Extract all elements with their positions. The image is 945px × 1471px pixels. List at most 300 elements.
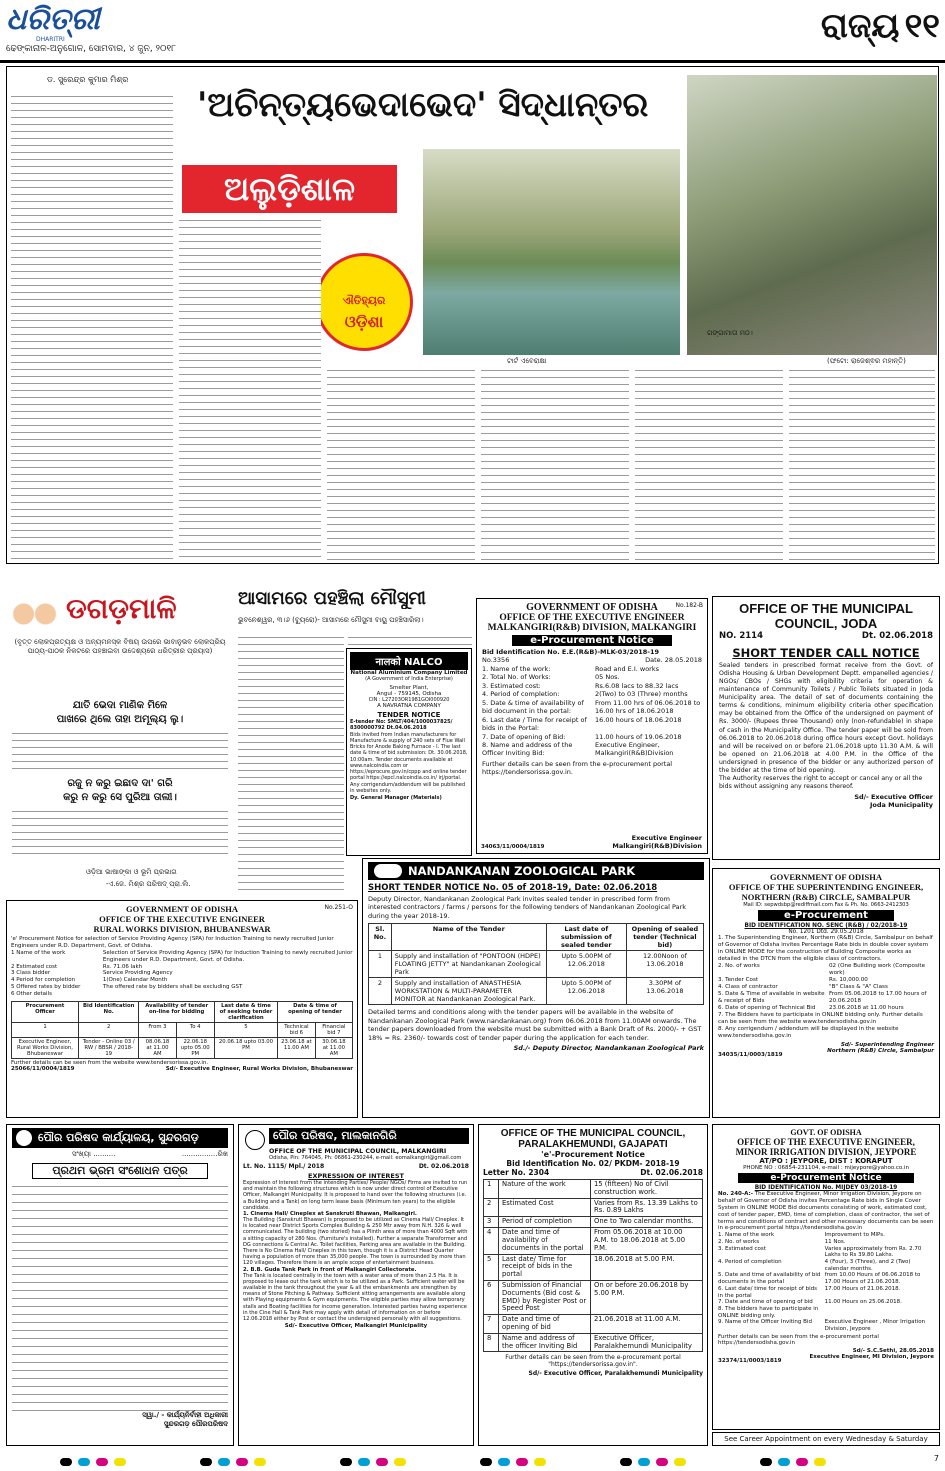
verse-2-line-1: ରଜୁ ନ କରୁ ଇଛାଦ ଦା' ଗରି — [67, 778, 173, 789]
mrb-footer: Further details can be seen from the e-procurement portal https://tendersorissa.gov.in. — [482, 759, 673, 776]
jey-value: Executive Engineer , Minor Irrigation Division, Jeypore — [824, 1319, 926, 1333]
nzp-head: SHORT TENDER NOTICE No. 05 of 2018-19, Date: 02.06.2018 — [368, 883, 658, 893]
color-swatch — [376, 1458, 388, 1466]
jey-label: 8. The bidders have to participate in ONLINE bidding only. — [718, 1305, 819, 1319]
rwd-value: Service Providing Agency — [102, 970, 173, 977]
sambalpur-notice — [712, 868, 940, 1118]
nzp-cell: 1 — [369, 951, 392, 978]
joda-title-1: OFFICE OF THE MUNICIPAL — [739, 601, 913, 616]
sam-value: 23.06.2018 at 11.00 hours — [829, 1004, 904, 1011]
pk-band: 'e'-Procurement Notice — [541, 1150, 645, 1159]
malkangiri-municipal-notice — [238, 1124, 474, 1446]
sam-mail: Mail ID: sepwdsbp@rediffmail.com Fax & Ph. No. 0663-2412303 — [743, 902, 909, 908]
mrb-sign2: Malkangiri(R&B)Division — [612, 842, 702, 850]
jey-row — [718, 1306, 934, 1319]
rwd-value: 1(One) Calendar Month — [102, 977, 168, 984]
rwd-value: The offered rate by bidders shall be excluding GST — [102, 984, 243, 991]
verse-1-line-1: ଯାତି ଭେଦା ମାଣିକ ମିଳେ — [72, 700, 168, 711]
pk-sl: 1 — [484, 1180, 499, 1199]
pk-label: Nature of the work — [499, 1180, 591, 1199]
rwd-sub-cell: Financial bid 7 — [315, 1022, 352, 1037]
verse-2-body — [12, 808, 228, 860]
rwd-header-cell: Date & time of opening of tender — [278, 1001, 353, 1022]
monsoon-headline: ଆସାମରେ ପହଞ୍ଚିଲା ମୌସୁମୀ — [238, 588, 426, 609]
jey-value: from 10.00 Hours of 06.06.2018 to 17.00 Hours of 21.06.2018. — [824, 1272, 921, 1286]
nzp-header-cell: Sl. No. — [369, 924, 392, 951]
jey-footer: Further details can be seen from the e-procurement portal https://tendersodisha.gov.in — [718, 1333, 879, 1346]
jey-value: 17.00 Hours of 21.06.2018. — [824, 1285, 901, 1292]
pk-title-2: PARALAKHEMUNDI, GAJAPATI — [518, 1139, 668, 1150]
odisha-heritage-badge — [315, 253, 413, 351]
mm-addr: Odisha, Pin: 764045, Ph: 06861-230244, e-mail: eomalkangiri@gmail.com — [269, 1155, 462, 1161]
sam-value: 02 (One Building work (Composite work) — [829, 962, 926, 976]
author-byline: ଡ. ସୁରେନ୍ଦ୍ର କୁମାର ମିଶ୍ର — [47, 75, 129, 84]
career-note: See Career Appointment on every Wednesday & Saturday — [712, 1432, 940, 1446]
pk-label: Period of completion — [499, 1217, 591, 1228]
color-swatch — [60, 1458, 72, 1466]
color-swatch — [254, 1458, 266, 1466]
pk-sl: 5 — [484, 1254, 499, 1280]
sun-sign2: ସୁନ୍ଦରଗଡ଼ ପୌରପରିଷଦ — [163, 1420, 228, 1428]
monsoon-body-left — [238, 634, 344, 892]
pk-title-1: OFFICE OF THE MUNICIPAL COUNCIL, — [500, 1128, 686, 1139]
rwd-rows — [11, 950, 353, 998]
jey-value: 11.00 Hours on 25.06.2018. — [824, 1299, 902, 1306]
sam-band: e-Procurement — [758, 910, 894, 921]
jey-govt: GOVT. OF ODISHA — [790, 1128, 862, 1137]
pk-value: One to Two calendar months. — [590, 1217, 702, 1228]
rwd-value: Rs. 71.06 lakh — [102, 963, 143, 970]
color-swatch — [200, 1458, 212, 1466]
mrb-label: 2. Total No. of Works: — [482, 673, 551, 682]
jey-label: 6. Last date/ time for receipt of bids in the portal — [718, 1285, 817, 1299]
sundargarh-notice — [6, 1124, 234, 1446]
mrb-govt: GOVERNMENT OF ODISHA — [526, 602, 658, 613]
mrb-row — [482, 673, 702, 681]
column-5 — [635, 367, 783, 561]
rwd-div: RURAL WORKS DIVISION, BHUBANESWAR — [93, 924, 271, 934]
rwd-row — [11, 950, 353, 964]
nzp-logo-icon — [374, 864, 402, 878]
nzp-cell: Supply and installation of "PONTOON (HDPE) FLOATING JETTY" at Nandankanan Zoological Park — [391, 951, 546, 978]
color-swatch — [480, 1458, 492, 1466]
column-4 — [481, 367, 629, 561]
table-row — [484, 1198, 703, 1217]
pk-sl: 7 — [484, 1315, 499, 1334]
mm-title-en: OFFICE OF THE MUNICIPAL COUNCIL, MALKANGIRI — [269, 1148, 447, 1155]
nzp-cell: 3.30PM of 13.06.2018 — [626, 978, 703, 1005]
sam-note-8: 8. Any corrigendum / addendum will be displayed in the website www.tendersodisha.gov.in — [718, 1025, 899, 1039]
pk-label: Date and time of availability of documents in the portal — [499, 1228, 591, 1254]
color-swatch — [534, 1458, 546, 1466]
mrb-label: 1. Name of the work: — [482, 665, 551, 673]
sam-row — [718, 991, 934, 1005]
jey-row — [718, 1299, 934, 1306]
pk-label: Submission of Financial Documents (Bid cost & EMD) by Register Post or Speed Post — [499, 1280, 591, 1314]
rwd-no: No.251-O — [324, 904, 353, 911]
column-2 — [179, 217, 321, 561]
color-swatch — [620, 1458, 632, 1466]
malkangiri-rb-notice — [476, 598, 708, 854]
rwd-header-cell: Last date & time of seeking tender clarification — [214, 1001, 277, 1022]
mrb-ref: 34063/11/0004/1819 — [481, 844, 545, 850]
sam-div: NORTHERN (R&B) CIRCLE, SAMBALPUR — [741, 892, 911, 902]
dagadmali-title: ଡଗଡ଼ମାଳି — [66, 592, 177, 625]
mrb-value: Executive Engineer, Malkangiri(R&B)Division — [595, 740, 674, 758]
rwd-cell: 20.06.18 upto 03.00 PM — [214, 1037, 277, 1058]
headline-2: ଅଲୁଡ଼ିଶାଳ — [182, 165, 397, 213]
color-swatch — [218, 1458, 230, 1466]
jey-office: OFFICE OF THE EXECUTIVE ENGINEER, — [737, 1137, 915, 1147]
mrb-value: 2(Two) to 03 (Three) months — [595, 690, 688, 699]
rwd-bottom — [11, 1066, 353, 1075]
mrb-label: 6. Last date / Time for receipt of bids in the Portal: — [482, 715, 587, 733]
table-row — [484, 1228, 703, 1254]
nalco-ref: E-tender No: SMLT/404/1000037825/ 8300000792 Dt.04.06.2018 — [350, 719, 453, 732]
sam-row — [718, 1005, 934, 1012]
nzp-cell: Upto 5.00PM of 12.06.2018 — [546, 951, 626, 978]
color-swatch — [236, 1458, 248, 1466]
rwd-value: Selection of Service Providing Agency (SPA) for Induction Training to newly recruited Junior Engineers under R.D. Department, Govt. of Odisha. — [102, 949, 353, 963]
monsoon-dateline: ଭୁବନେଶ୍ୱର, ୩।୬ (ବ୍ୟୁରୋ)- ଆସାମରେ ମୌସୁମୀ ବାୟୁ ପହଞ୍ଚିସାରିଲା। — [238, 616, 424, 624]
rwd-govt: GOVERNMENT OF ODISHA — [126, 904, 238, 914]
pk-value: From 05.06.2018 at 10.00 A.M. to 18.06.2018 at 5.00 P.M. — [590, 1228, 702, 1254]
nalco-title: TENDER NOTICE — [377, 711, 441, 719]
pk-label: Name and address of the officer Inviting Bid — [499, 1333, 591, 1352]
mm-lt: Lt. No. 1115/ Mpl./ 2018 — [243, 1163, 325, 1170]
mrb-row — [482, 733, 702, 741]
mrb-label: 5. Date & time of availability of bid document in the portal: — [482, 698, 584, 716]
jey-bottom — [718, 1348, 934, 1364]
sun-body — [12, 1183, 228, 1411]
sam-govt: GOVERNMENT OF ODISHA — [770, 872, 882, 882]
jey-intro: The Executive Engineer, Minor Irrigation Division, Jeypore on behalf of Governor of Odisha invites Percentage Rate bids in Single Cover System in ONLINE MODE Bid documents consisting of work, estimated cost, cost of tender paper, EMD, time of completion, class of contractor, the set of terms and conditions of contract and other necessary documents can be seen in e-procurement portal https://tendersodisha.gov.in — [718, 1191, 934, 1232]
mrb-value: 05 Nos. — [595, 673, 620, 682]
nzp-title-bar — [368, 862, 704, 880]
mrb-sign1: Executive Engineer — [631, 834, 702, 842]
mrb-office: OFFICE OF THE EXECUTIVE ENGINEER — [499, 613, 685, 623]
color-swatch — [656, 1458, 668, 1466]
joda-notice — [712, 596, 940, 860]
nzp-footer: Detailed terms and conditions along with the tender papers will be available in the website of Nandankanan Zoological Park (www.nandankanan.org) from 06.06.2018 from 11.00AM onwards. The tender papers downloaded from the website must be submitted with a Bank Draft of Rs. 2000/- + GST 18% = Rs. 2360/- towards cost of tender paper during the application for each tender. — [368, 1008, 702, 1042]
mm-body: Expression of Interest from the intending Parties/ People/ NGOs/ Firms are invited to run and maintain the following structures which is now under direct control of Executive Officer, Malkangiri Municipality. It is proposed to hand over the following structures (i.e. a Building and a Tank) on long term lease basis (Minimum ten years) to the eligible candidate. — [243, 1180, 468, 1211]
table-row — [484, 1254, 703, 1280]
cartoon-faces-icon — [8, 594, 60, 634]
rwd-table — [11, 1001, 353, 1059]
mrb-value: 16.00 hours of 18.06.2018 — [595, 715, 682, 724]
jey-row — [718, 1259, 934, 1272]
rwd-sub-cell: From 3 — [139, 1022, 176, 1037]
nzp-intro: Deputy Director, Nandankanan Zoological Park invites sealed tender in prescribed form from interested contractors / farms / persons for the following tenders of Nandankanan Zoological Park during the year 2018-19. — [368, 895, 687, 920]
emblem-icon — [16, 1130, 32, 1146]
sun-date: ................ରିଖ — [181, 1150, 228, 1158]
jey-label: 5. Date and time of availability of bid documents in the portal — [718, 1272, 821, 1286]
sam-note-7: 7. The Bidders have to participate in ONLINE bidding only. Further details can be seen from the website www.tendersodisha.gov.in — [718, 1011, 923, 1025]
jey-value: 11 Nos. — [824, 1238, 846, 1245]
pk-ref-row — [483, 1168, 703, 1179]
color-swatch — [674, 1458, 686, 1466]
nzp-header-cell: Last date of submission of sealed tender — [546, 924, 626, 951]
dateline: ଢେଙ୍କାନାଳ-ଅନୁଗୋଳ, ସୋମବାର, ୪ ଜୁନ, ୨୦୧୮ — [6, 44, 176, 54]
rwd-cell: Tender - Online 03 / RW / BBSR / 2018-19 — [79, 1037, 139, 1058]
rwd-label: 3 Class bidder — [11, 970, 51, 977]
joda-body: Sealed tenders in prescribed format receive from the Govt. of Odisha Housing & Urban Development Deptt. empanelled agencies / NGOs/ CBOs / SHGs with eligibility criteria for operation & maintenance of Community Toilets / Public Toilets situated in Joda Municipality area. The detail of set of documents containing the terms & conditions, minimum eligibility criteria other specification may be obtained from the Office of the undersigned on payment of Rs. 3000/- (Rupees three Thousand) only (non-refundable) in shape of cash in the Municipality Office. The tender paper will be sold from 06.06.2018 to 20.06.2018 during office hours except Govt. holidays and will be received on or before 21.06.2018 upto 11.30 A.M. & will be opened on 21.06.2018 at 4.00 P.M. in the Office of the undersigned in presence of the bidder or any authorized person of the bidder at the time of bid opening. — [719, 662, 933, 774]
mm-dt: Dt. 02.06.2018 — [418, 1163, 469, 1170]
jey-value — [825, 1306, 934, 1319]
rwd-header-cell: Availability of tender on-line for bidding — [139, 1001, 215, 1022]
rwd-cell: 08.06.18 at 11.00 AM — [139, 1037, 176, 1058]
rwd-notice — [6, 900, 358, 1118]
pk-sl: 2 — [484, 1198, 499, 1217]
rwd-row — [11, 991, 353, 998]
sam-label: 5. Date & Time of available in website & receipt of Bids — [718, 990, 825, 1004]
rwd-value — [103, 991, 353, 998]
temple-pond-photo — [423, 149, 680, 355]
mrb-signature — [612, 834, 702, 850]
pk-footer: Further details can be seen from the e-procurement portal "https://tendersorissa.gov.in". — [505, 1354, 681, 1369]
nalco-cin: CIN : L27203OR1981GOI000920 — [368, 697, 450, 703]
jey-addr: AT/PO : JEYPORE, DIST : KORAPUT — [759, 1157, 893, 1165]
rwd-label: 6 Other details — [11, 991, 52, 997]
photo-caption-1: ଟାର୍ଟ ଏବେରାକ୍ଷା — [507, 357, 547, 365]
mm-head: EXPRESSION OF INTEREST — [308, 1172, 404, 1180]
mrb-label: 8. Name and address of the Officer Inviting Bid: — [482, 740, 573, 758]
table-row — [369, 978, 704, 1005]
monsoon-body-right — [348, 634, 472, 646]
joda-body-2: The Authority reserves the right to accept or cancel any or all the bids without assigning any reasons thereof. — [719, 774, 923, 790]
sun-sign1: ସ୍ୱା./ - କାର୍ଯ୍ୟନିର୍ବାହୀ ଅଧିକାରୀ — [142, 1411, 228, 1419]
pk-bid: Bid Identification No. 02/ PKDM- 2018-19 — [506, 1159, 680, 1168]
jey-row — [718, 1239, 934, 1246]
mrb-row — [482, 741, 702, 758]
mrb-value: From 11.00 hrs of 06.06.2018 to 16.00 hrs of 18.06.2018 — [595, 698, 701, 716]
pk-value: 15 (fifteen) No of Civil construction work. — [590, 1180, 702, 1199]
nalco-tender — [346, 648, 472, 856]
jey-row — [718, 1232, 934, 1239]
logo-text: ଧରିତ୍ରୀ — [6, 4, 100, 37]
nalco-body: Bids invited from Indian manufacturers for Manufacture & supply of 240 sets of Flue Wall Bricks for Anode Baking Furnace - I. The last date & time of bid submission: Dt. 30.06.2018, 10:00am. Tender documents available at www.nalcoindia.com or https://eprocure.gov.in/cppp and online tender portal https://epcl.nalcoindia.co.in/ irj/portal. Any corrigendum/addendum will be published in websites only. — [350, 731, 468, 794]
dagadmali-sign-1: ଓଡ଼ିଆ ଭାଷାଙ୍କା ଓ ଭୂମି ପ୍ରଭାଗ — [86, 868, 177, 876]
rwd-row — [11, 977, 353, 984]
nalco-sub2: (A Government of India Enterprise) — [365, 676, 453, 682]
pk-value: 18.06.2018 at 5.00 P.M. — [590, 1254, 702, 1280]
mm-ref-row — [243, 1163, 469, 1172]
joda-signature — [719, 793, 933, 809]
rwd-cell: Executive Engineer, Rural Works Division, Bhubaneswar — [12, 1037, 79, 1058]
table-row — [484, 1217, 703, 1228]
emblem-icon — [245, 1130, 265, 1150]
rwd-sub-cell: 5 — [214, 1022, 277, 1037]
pk-sl: 6 — [484, 1280, 499, 1314]
mrb-row — [482, 665, 702, 673]
sam-office: OFFICE OF THE SUPERINTENDING ENGINEER, — [728, 882, 924, 892]
headline: 'ଅଚିନ୍ତ୍ୟଭେଦାଭେଦ' ସିଦ୍ଧାନ୍ତର — [197, 85, 649, 125]
masthead-logo — [6, 4, 136, 46]
rwd-label: 5 Offered rates by bidder — [11, 984, 81, 991]
dagadmali-column — [6, 588, 234, 896]
photo-caption-2: ଗଙ୍ଗାମାତା ମଠ। — [707, 329, 753, 337]
sun-signature — [12, 1411, 228, 1429]
mrb-value: Road and E.I. works — [595, 665, 660, 673]
mrb-label: 3. Estimated cost: — [482, 681, 541, 690]
color-swatch — [114, 1458, 126, 1466]
pk-letter: Letter No. 2304 — [483, 1168, 550, 1177]
joda-date: Dt. 02.06.2018 — [861, 631, 933, 641]
dagadmali-subtitle: (ବୃତ୍ତ ଲୋକପ୍ରତ୍ୟକ୍ଷ ଓ ଅନ୍ୟମନସ୍କ ବିଷୟ ଉପରେ ଭାବାନୁଭବ ଲୋକପ୍ରିୟ ପାଠ୍ୟ-ପାଠକ ନିକଟରେ ପହଞ୍ଚାଇବା ଉଦ୍ଦେଶ୍ୟରେ ଧରିତ୍ରୀର ପ୍ରୟାସ) — [14, 638, 226, 656]
rwd-sub-cell: 2 — [79, 1022, 139, 1037]
sam-sign2: Northern (R&B) Circle, Sambalpur — [827, 1047, 934, 1054]
sam-sign1: Sd/- Superintending Engineer — [840, 1041, 934, 1048]
color-swatch — [796, 1458, 808, 1466]
rwd-cell: 22.06.18 upto 05.00 PM — [176, 1037, 214, 1058]
jey-label: 9. Name of the Officer Inviting Bid — [718, 1319, 812, 1326]
rwd-cell: 23.06.18 at 11.00 AM — [278, 1037, 316, 1058]
badge-top: ଐତିହ୍ୟର — [342, 294, 386, 307]
table-row — [484, 1333, 703, 1352]
nalco-brand: नालको NALCO — [350, 652, 468, 670]
nandankanan-notice — [362, 858, 710, 1118]
mrb-label: 7. Date of opening of Bid: — [482, 732, 566, 741]
rwd-header-cell: Procurement Officer — [12, 1001, 79, 1022]
sam-label: 2. No. of works — [718, 962, 760, 969]
rwd-label: 2 Estimated cost — [11, 963, 58, 970]
jey-row — [718, 1272, 934, 1285]
verse-2-line-2: କରୁ ନ କରୁ ସେ ପୁରିଆ ତାଲୀ। — [63, 792, 177, 803]
paralakhemundi-notice — [478, 1124, 708, 1446]
table-row — [484, 1280, 703, 1314]
nzp-cell: 12.00Noon of 13.06.2018 — [626, 951, 703, 978]
sam-intro: 1. The Superintending Engineer, Northern (R&B) Circle, Sambalpur on behalf of Governor of Odisha invites Percentage Rate bids in double cover system in ONLINE MODE for the construction of Building Composite works as detailed in the DTCN from the eligible class of contractors. — [718, 935, 933, 962]
table-row — [484, 1315, 703, 1334]
rwd-ref: 25066/11/0004/1819 — [11, 1065, 75, 1072]
joda-no: NO. 2114 — [719, 631, 763, 641]
pk-table — [483, 1179, 703, 1352]
mm-item-1: 1. Cinema Hall/ Cineplex at Sanskruti Bhawan, Malkangiri. — [243, 1211, 417, 1218]
sam-value: "B" Class & "A" Class — [829, 983, 888, 990]
photo-caption-3: (ଫଟୋ: ରାଜେଶ୍ଵର ମହାନ୍ତି) — [827, 357, 906, 365]
street-photo — [687, 75, 937, 355]
pk-date: Dt. 02.06.2018 — [640, 1168, 703, 1177]
mm-body-1: The Building (Sanskruti Bhawan) is proposed to be utilized as Cinema Hall/ Cineplex. It is located near District Sports Complex Building & 250 Mtr away from N.H. 326 & well communicated. The building (two storied) has a Plinth area of more than 4000 Sqft with a sitting capacity of 280 Nos. (Furniture's installed). Further a separate Transformer and DG connections & Central Ac. Toilet facilities, Parking area are available in the Building. There is No Cinema Hall/ Cineplex in this town, though it is a District Head Quarter having a population of more than 35,000 people. The town is surrounded by more than 120 villages. Therefore there is an ample scope of entertainment business. — [243, 1217, 468, 1267]
jey-label: 7. Date and time of opening of bid — [718, 1299, 813, 1306]
mrb-row — [482, 699, 702, 716]
logo-sub: DHARITRI — [36, 36, 65, 43]
nzp-cell: Supply and installation of ANASTHESIA WORKSTATION & MULTI-PARAMETER MONITOR at Nandankanan Zoological Park. — [391, 978, 546, 1005]
jey-label: 4. Period of completion — [718, 1259, 782, 1266]
pk-label: Last date/ Time for receipt of bids in the portal — [499, 1254, 591, 1280]
joda-head: SHORT TENDER CALL NOTICE — [732, 646, 920, 660]
mrb-bid-id: Bid Identification No. E.E.(R&B)-MLK-03/2018-19 — [482, 648, 660, 656]
nzp-title: NANDANKANAN ZOOLOGICAL PARK — [408, 864, 636, 878]
jey-intro-block — [718, 1191, 934, 1232]
jey-value: Varies approximately from Rs. 2.70 Lakhs to Rs 39.80 Lakhs. — [824, 1245, 922, 1259]
jey-ref: 32374/11/0003/1819 — [718, 1357, 782, 1364]
section-title — [790, 6, 940, 50]
pk-label: Estimated Cost — [499, 1198, 591, 1217]
color-swatch — [340, 1458, 352, 1466]
pk-value: 21.06.2018 at 11.00 A.M. — [590, 1315, 702, 1334]
sun-no-row — [12, 1150, 228, 1161]
rwd-sub-cell: 1 — [12, 1022, 79, 1037]
sam-label: 4. Class of contractor — [718, 983, 778, 990]
folio-number: 7 — [933, 1454, 939, 1463]
nalco-sub1: National Aluminium Company Limited — [350, 670, 468, 676]
color-swatch — [394, 1458, 406, 1466]
verse-1-body — [12, 730, 228, 772]
mrb-div: MALKANGIRI(R&B) DIVISION, MALKANGIRI — [487, 623, 697, 633]
mrb-row — [482, 682, 702, 690]
mm-body-2: The Tank is located centrally in the town with a water area of more than 2.5 Ha. It is proposed to lease out the tank which is to be utilized as a Park. Sufficient water will be available in the tank throughout the year & all the embankments are strengthen by means of Stone Pitching & Pathway. Sufficient sitting arrangements are available along with Playing equipments & Gym equipments. The eligible parties may allow temporary stalls and Boating facilities for income generation. Interested parties having experience in the Cine Hall & Tank Park may apply with detail of information on or before 12.06.2018 either by Post or contact the undersigned personally with all suggestions. — [243, 1272, 467, 1323]
mrb-no: No.182-B — [675, 602, 703, 609]
rwd-intro: 'e' Procurement Notice for selection of Service Providing Agency (SPA) for Induction Training to newly recruited Junior Engineers under R.D. Department, Govt. of Odisha. — [11, 936, 334, 949]
sun-title-bar — [12, 1128, 228, 1148]
registration-marks — [60, 1458, 880, 1466]
color-swatch — [96, 1458, 108, 1466]
jey-rows — [718, 1232, 934, 1333]
jeypore-notice — [712, 1124, 940, 1430]
jey-row — [718, 1246, 934, 1259]
jey-band: e-Procurement Notice — [738, 1173, 914, 1183]
mm-sign: Sd/- Executive Officer, Malkangiri Municipality — [284, 1323, 428, 1330]
rwd-row — [11, 984, 353, 991]
jey-row — [718, 1286, 934, 1299]
rwd-sub-cell: Technical bid 6 — [278, 1022, 316, 1037]
rwd-row — [11, 964, 353, 971]
joda-sign2: Joda Municipality — [869, 801, 933, 809]
table-row — [484, 1180, 703, 1199]
rwd-office: OFFICE OF THE EXECUTIVE ENGINEER — [99, 914, 265, 924]
rwd-sub-cell: To 4 — [176, 1022, 214, 1037]
rwd-footer: Further details can be seen from the website www.tendersorissa.gov.in. — [11, 1059, 209, 1066]
dagadmali-sign-2: -ଏ.ଜେ. ମିଶ୍ର ପରିଷଦ୍‌ ପ୍ରା.ଲି. — [106, 880, 191, 888]
color-swatch — [358, 1458, 370, 1466]
sun-title: ପୌର ପରିଷଦ କାର୍ଯ୍ୟାଳୟ, ସୁନ୍ଦରଗଡ଼ — [38, 1131, 199, 1144]
print-color-strip — [0, 1452, 945, 1471]
mm-item-2: 2. B.B. Guda Tank Park in front of Malkangiri Collectorate. — [243, 1266, 417, 1273]
jey-sign2: Executive Engineer, MI Division, Jeypore — [809, 1353, 934, 1360]
badge-bottom: ଓଡ଼ିଶା — [344, 312, 384, 331]
color-swatch — [778, 1458, 790, 1466]
rwd-cell: 30.06.18 at 11.00 AM — [315, 1037, 352, 1058]
nalco-addr1: Smelter Plant, — [389, 685, 429, 691]
pk-sl: 3 — [484, 1217, 499, 1228]
rwd-header-cell: Bid Identification No. — [79, 1001, 139, 1022]
pk-sign: Sd/- Executive Officer, Paralakhemundi Municipality — [528, 1370, 703, 1378]
pk-value: Executive Officer, Paralakhemundi Municipality — [590, 1333, 702, 1352]
joda-sign1: Sd/- Executive Officer — [854, 793, 933, 801]
sam-value: From 05.06.2018 to 17.00 hours of 20.06.2018 — [829, 990, 927, 1004]
jey-label: 2. No. of works — [718, 1238, 760, 1245]
color-swatch — [760, 1458, 772, 1466]
jey-bid: BID IDENTIFICATION No. MIJDEY 03/2018-19 — [754, 1185, 898, 1191]
color-swatch — [814, 1458, 826, 1466]
mrb-label: 4. Period of completion: — [482, 690, 560, 699]
nzp-cell: Upto 5.00PM of 12.06.2018 — [546, 978, 626, 1005]
sam-ref: 34035/11/0003/1819 — [718, 1051, 783, 1058]
pk-sl: 8 — [484, 1333, 499, 1352]
nalco-sign: Dy. General Manager (Materials) — [350, 795, 442, 801]
sam-label: 6. Date of opening of Technical Bid — [718, 1004, 816, 1011]
mrb-rows — [482, 665, 702, 758]
mrb-no2: No.3356 — [482, 656, 510, 664]
jey-label: 1. Name of the work — [718, 1232, 775, 1239]
jey-value: Improvement to MIPs. — [824, 1232, 885, 1239]
mrb-row — [482, 716, 702, 733]
jey-phone: PHONE NO : 06854-231104, e-mail : mijeypore@yahoo.co.in — [743, 1165, 909, 1171]
masthead-rule — [0, 60, 945, 63]
pk-label: Date and time of opening of bid — [499, 1315, 591, 1334]
nzp-cell: 2 — [369, 978, 392, 1005]
